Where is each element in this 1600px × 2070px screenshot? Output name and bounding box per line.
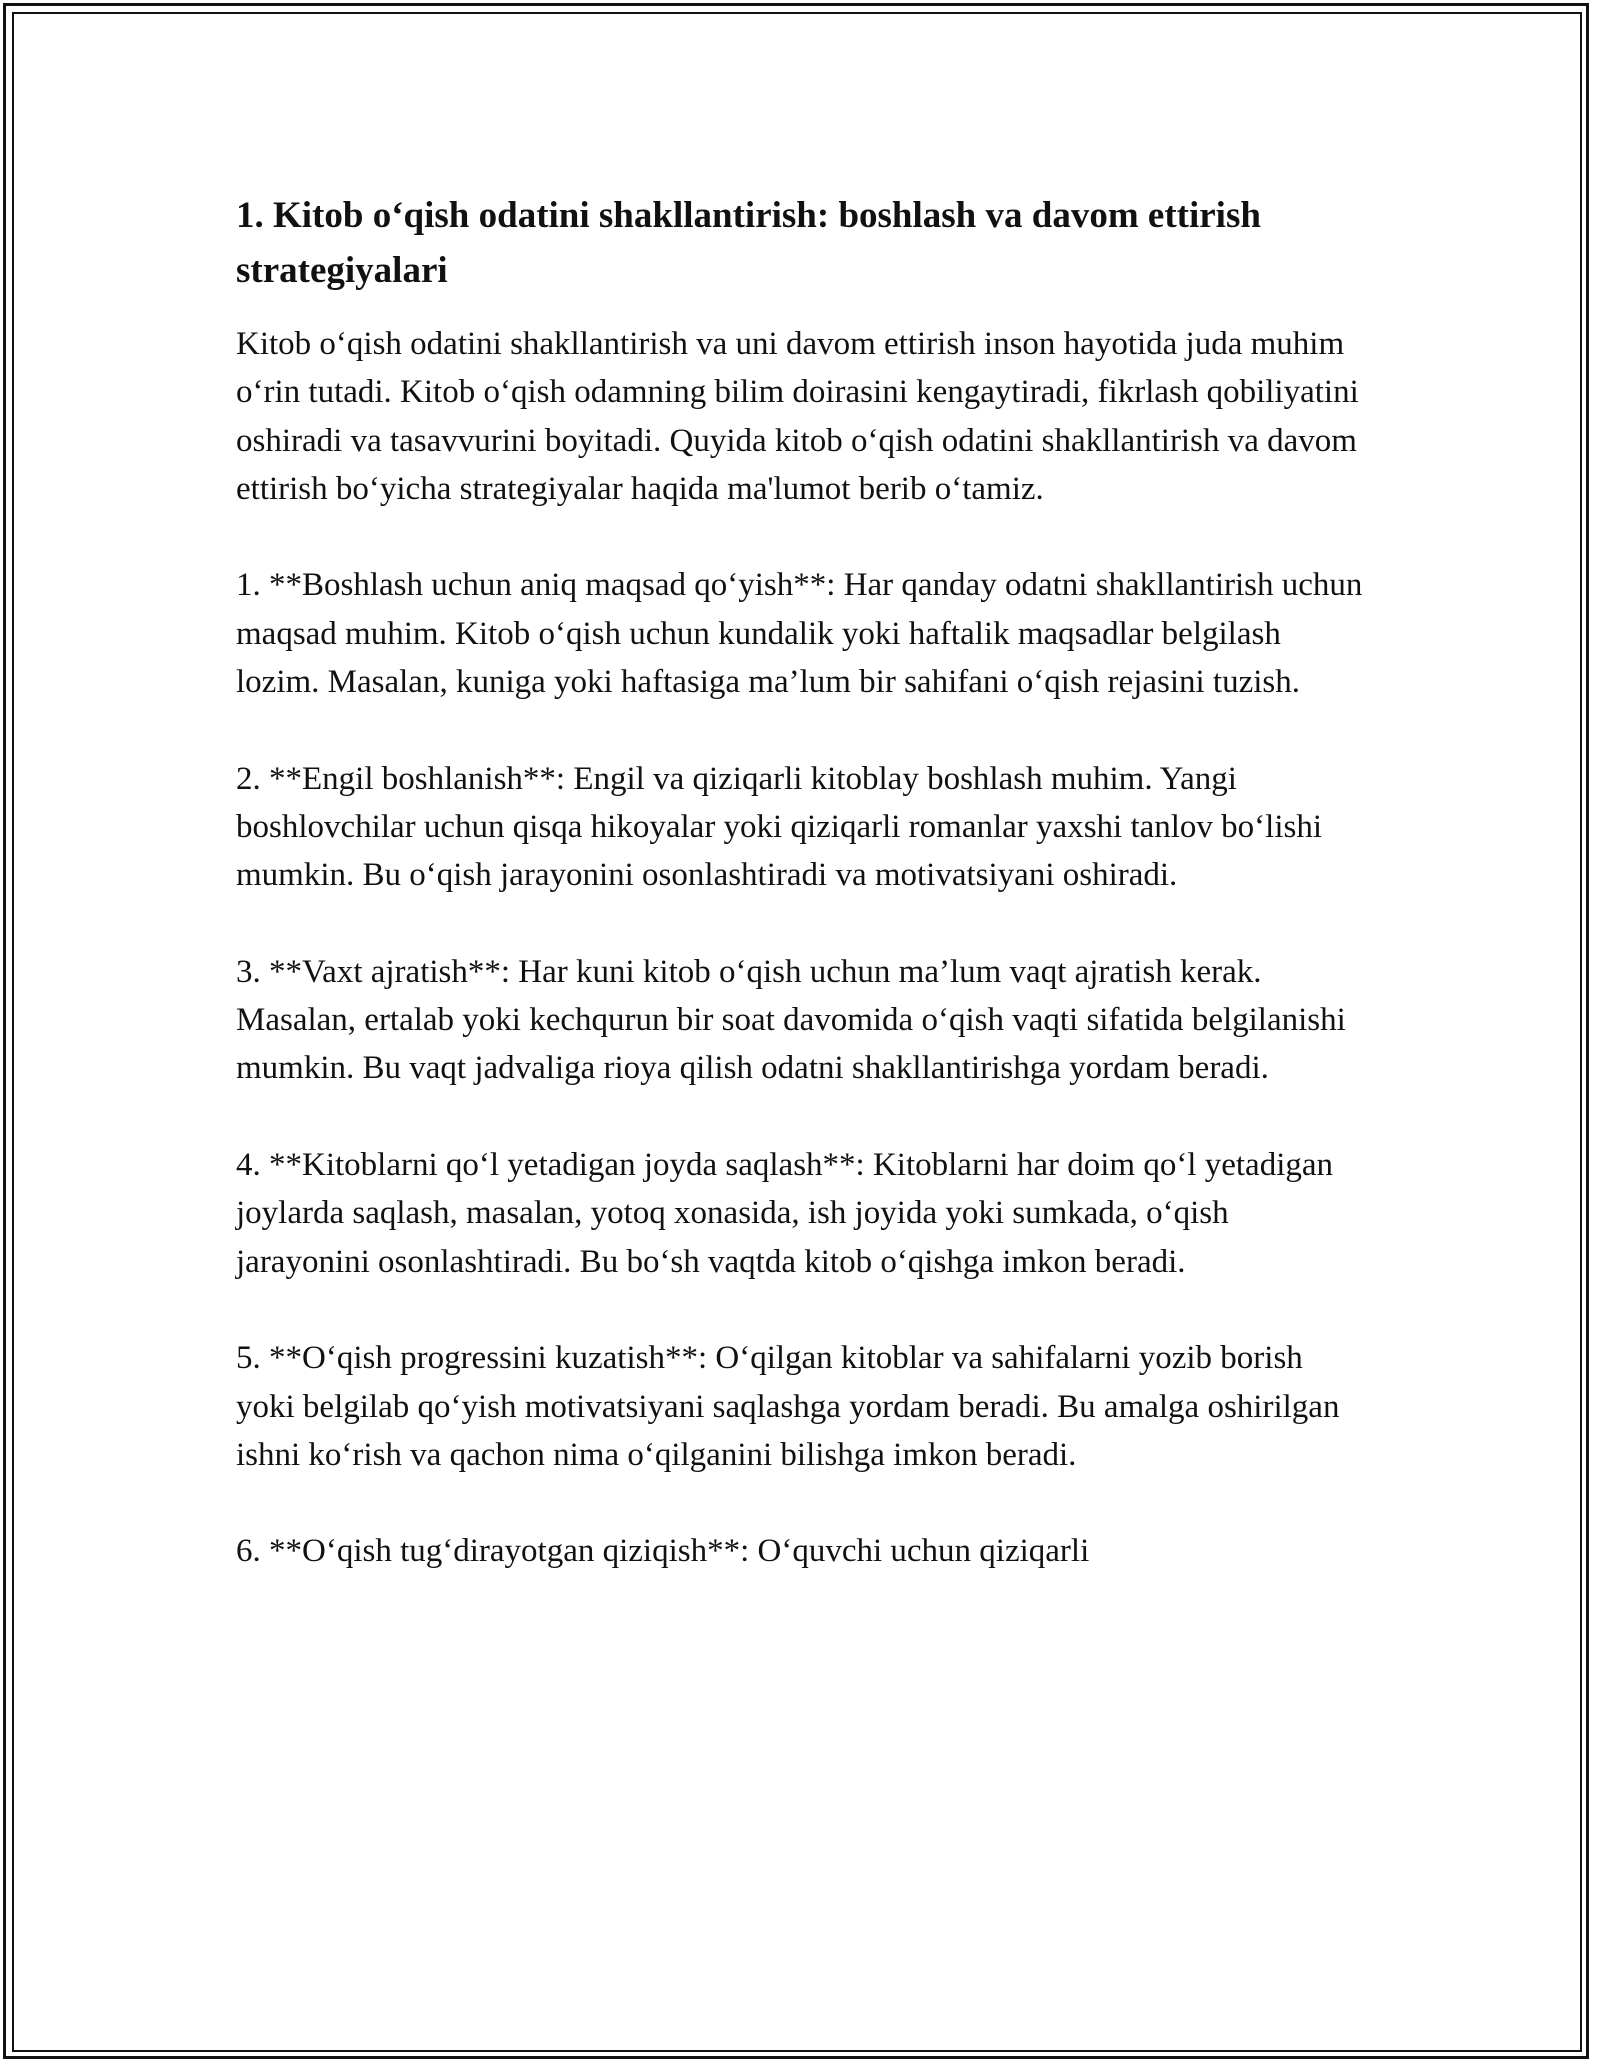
strategy-paragraph-6: 6. **O‘qish tug‘dirayotgan qiziqish**: O‘quvchi uchun qiziqarli [236,1533,1090,1570]
strategy-paragraph-3: 3. **Vaxt ajratish**: Har kuni kitob o‘qish uchun ma’lum vaqt ajratish kerak. Masalan, ertalab yoki kechqurun bir soat davomida o‘qish vaqti sifatida belgilanishi mumkin. Bu vaqt jadvaliga rioya qilish odatni shakllantirishga yordam beradi. [236,953,1346,1087]
strategy-paragraph-5: 5. **O‘qish progressini kuzatish**: O‘qilgan kitoblar va sahifalarni yozib borish yoki belgilab qo‘yish motivatsiyani saqlashga yordam beradi. Bu amalga oshirilgan ishni ko‘rish va qachon nima o‘qilganini bilishga imkon beradi. [236,1340,1340,1473]
intro-paragraph: Kitob o‘qish odatini shakllantirish va uni davom ettirish inson hayotida juda muhim o‘rin tutadi. Kitob o‘qish odamning bilim doirasini kengaytiradi, fikrlash qobiliyatini oshiradi va tasavvurini boyitadi. Quyida kitob o‘qish odatini shakllantirish va davom ettirish bo‘yicha strategiyalar haqida ma'lumot berib o‘tamiz. [236,326,1359,507]
document-body [236,188,1366,1576]
strategy-paragraph-1: 1. **Boshlash uchun aniq maqsad qo‘yish**: Har qanday odatni shakllantirish uchun maqsad muhim. Kitob o‘qish uchun kundalik yoki haftalik maqsadlar belgilash lozim. Masalan, kuniga yoki haftasiga ma’lum bir sahifani o‘qish rejasini tuzish. [236,567,1363,701]
section-heading: 1. Kitob o‘qish odatini shakllantirish: boshlash va davom ettirish strategiyalari [236,195,1261,291]
strategy-paragraph-2: 2. **Engil boshlanish**: Engil va qiziqarli kitoblay boshlash muhim. Yangi boshlovchilar uchun qisqa hikoyalar yoki qiziqarli romanlar yaxshi tanlov bo‘lishi mumkin. Bu o‘qish jarayonini osonlashtiradi va motivatsiyani oshiradi. [236,760,1323,894]
strategy-paragraph-4: 4. **Kitoblarni qo‘l yetadigan joyda saqlash**: Kitoblarni har doim qo‘l yetadigan joylarda saqlash, masalan, yotoq xonasida, ish joyida yoki sumkada, o‘qish jarayonini osonlashtiradi. Bu bo‘sh vaqtda kitob o‘qishga imkon beradi. [236,1147,1334,1280]
